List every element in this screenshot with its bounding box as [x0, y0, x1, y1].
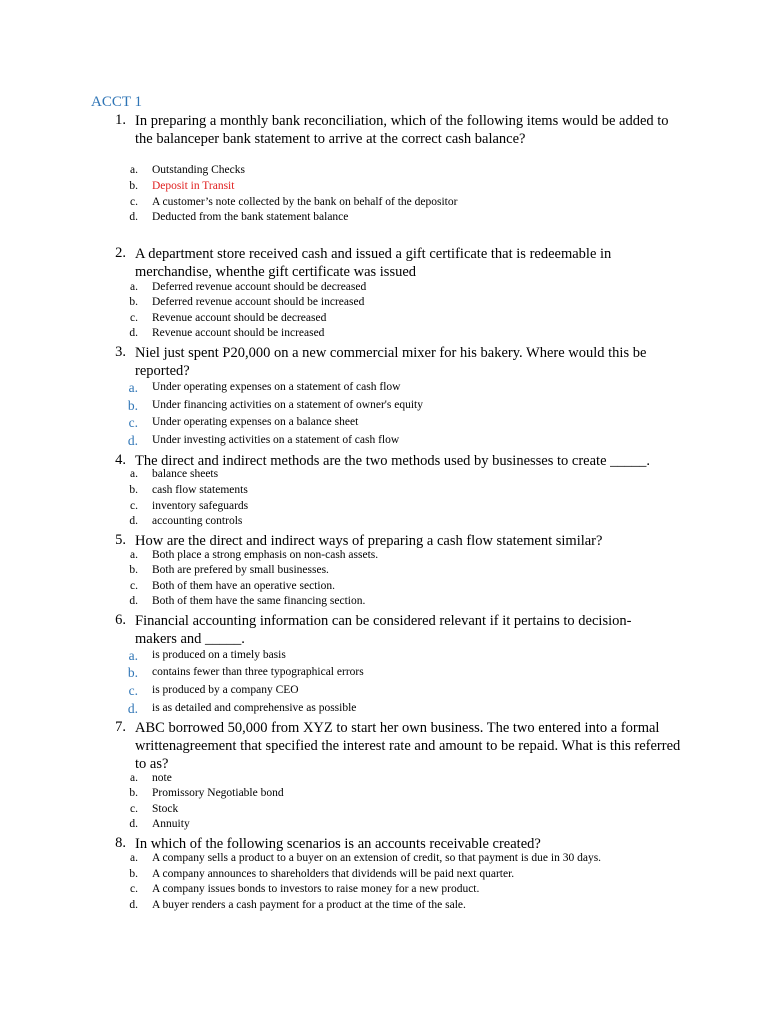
option-letter: d. — [127, 701, 138, 716]
option-text: note — [152, 772, 172, 784]
option-text: Under investing activities on a statement of cash flow — [152, 434, 400, 446]
option-text: Outstanding Checks — [152, 164, 245, 176]
question-number: 5. — [115, 532, 126, 548]
option-letter: b. — [129, 868, 138, 880]
question-text: ABC borrowed 50,000 from XYZ to start her own business. The two entered into a formal writtenagreement that specified the interest rate and amount to be repaid. What is this referred to as? — [135, 720, 681, 772]
question-text: In which of the following scenarios is an accounts receivable created? — [135, 836, 541, 852]
option-letter: d. — [129, 899, 138, 911]
option-text: A company issues bonds to investors to raise money for a new product. — [152, 883, 480, 895]
option-text: contains fewer than three typographical errors — [152, 666, 364, 678]
course-heading: ACCT 1 — [91, 94, 142, 110]
option-letter: c. — [130, 803, 138, 815]
option-letter: b. — [129, 787, 138, 799]
question-text: How are the direct and indirect ways of preparing a cash flow statement similar? — [135, 533, 603, 549]
option-text: accounting controls — [152, 515, 243, 527]
question-number: 2. — [115, 245, 126, 261]
option-letter: a. — [130, 281, 138, 293]
question-number: 4. — [115, 452, 126, 468]
option-letter: d. — [129, 211, 138, 223]
option-text: Both are prefered by small businesses. — [152, 564, 329, 576]
option-letter: b. — [129, 180, 138, 192]
option-text-highlighted: Deposit in Transit — [152, 180, 235, 192]
option-text: Promissory Negotiable bond — [152, 787, 284, 799]
option-text: Both of them have an operative section. — [152, 580, 335, 592]
option-text: A customer’s note collected by the bank on behalf of the depositor — [152, 196, 458, 208]
option-letter: c. — [128, 415, 138, 430]
option-text: Revenue account should be increased — [152, 327, 325, 339]
option-letter: b. — [129, 564, 138, 576]
option-text: A buyer renders a cash payment for a product at the time of the sale. — [152, 899, 466, 911]
option-letter: a. — [128, 648, 138, 663]
option-text: A company sells a product to a buyer on an extension of credit, so that payment is due in 30 days. — [152, 852, 602, 864]
option-text: Deferred revenue account should be increased — [152, 296, 365, 308]
option-text: inventory safeguards — [152, 500, 249, 512]
option-letter: d. — [127, 433, 138, 448]
option-letter: a. — [130, 468, 138, 480]
option-letter: b. — [129, 296, 138, 308]
option-text: Annuity — [152, 818, 190, 830]
option-letter: d. — [129, 595, 138, 607]
option-letter: a. — [128, 380, 138, 395]
option-text: A company announces to shareholders that dividends will be paid next quarter. — [152, 868, 515, 880]
option-letter: c. — [130, 196, 138, 208]
option-letter: a. — [130, 852, 138, 864]
question-text: A department store received cash and issued a gift certificate that is redeemable in merchandise, whenthe gift certificate was issued — [135, 246, 612, 280]
question-number: 8. — [115, 835, 126, 851]
option-text: Under financing activities on a statement of owner's equity — [152, 399, 423, 411]
option-text: is produced on a timely basis — [152, 649, 286, 661]
option-letter: b. — [127, 665, 138, 680]
option-text: Deferred revenue account should be decreased — [152, 281, 367, 293]
option-letter: d. — [129, 327, 138, 339]
question-text: In preparing a monthly bank reconciliation, which of the following items would be added to the balanceper bank statement to arrive at the correct cash balance? — [135, 113, 669, 147]
option-letter: b. — [129, 484, 138, 496]
option-letter: c. — [130, 883, 138, 895]
option-text: Stock — [152, 803, 179, 815]
option-text: Both of them have the same financing section. — [152, 595, 366, 607]
option-text: Revenue account should be decreased — [152, 312, 327, 324]
question-number: 1. — [115, 112, 126, 128]
option-letter: a. — [130, 772, 138, 784]
option-letter: c. — [128, 683, 138, 698]
option-text: balance sheets — [152, 468, 219, 480]
option-letter: c. — [130, 500, 138, 512]
option-letter: a. — [130, 549, 138, 561]
option-text: cash flow statements — [152, 484, 248, 496]
question-number: 6. — [115, 612, 126, 628]
option-text: Deducted from the bank statement balance — [152, 211, 349, 223]
option-text: Under operating expenses on a statement of cash flow — [152, 381, 401, 393]
option-letter: d. — [129, 818, 138, 830]
question-text: Financial accounting information can be considered relevant if it pertains to decision-makers and _____. — [135, 613, 632, 647]
question-number: 3. — [115, 344, 126, 360]
option-text: is as detailed and comprehensive as possible — [152, 702, 357, 714]
option-letter: b. — [127, 398, 138, 413]
option-letter: a. — [130, 164, 138, 176]
question-text: Niel just spent P20,000 on a new commercial mixer for his bakery. Where would this be reported? — [135, 345, 647, 379]
question-number: 7. — [115, 719, 126, 735]
option-letter: c. — [130, 580, 138, 592]
option-text: is produced by a company CEO — [152, 684, 299, 696]
option-text: Both place a strong emphasis on non-cash assets. — [152, 549, 379, 561]
option-text: Under operating expenses on a balance sheet — [152, 416, 359, 428]
option-letter: c. — [130, 312, 138, 324]
question-text: The direct and indirect methods are the two methods used by businesses to create _____. — [135, 453, 651, 469]
option-letter: d. — [129, 515, 138, 527]
